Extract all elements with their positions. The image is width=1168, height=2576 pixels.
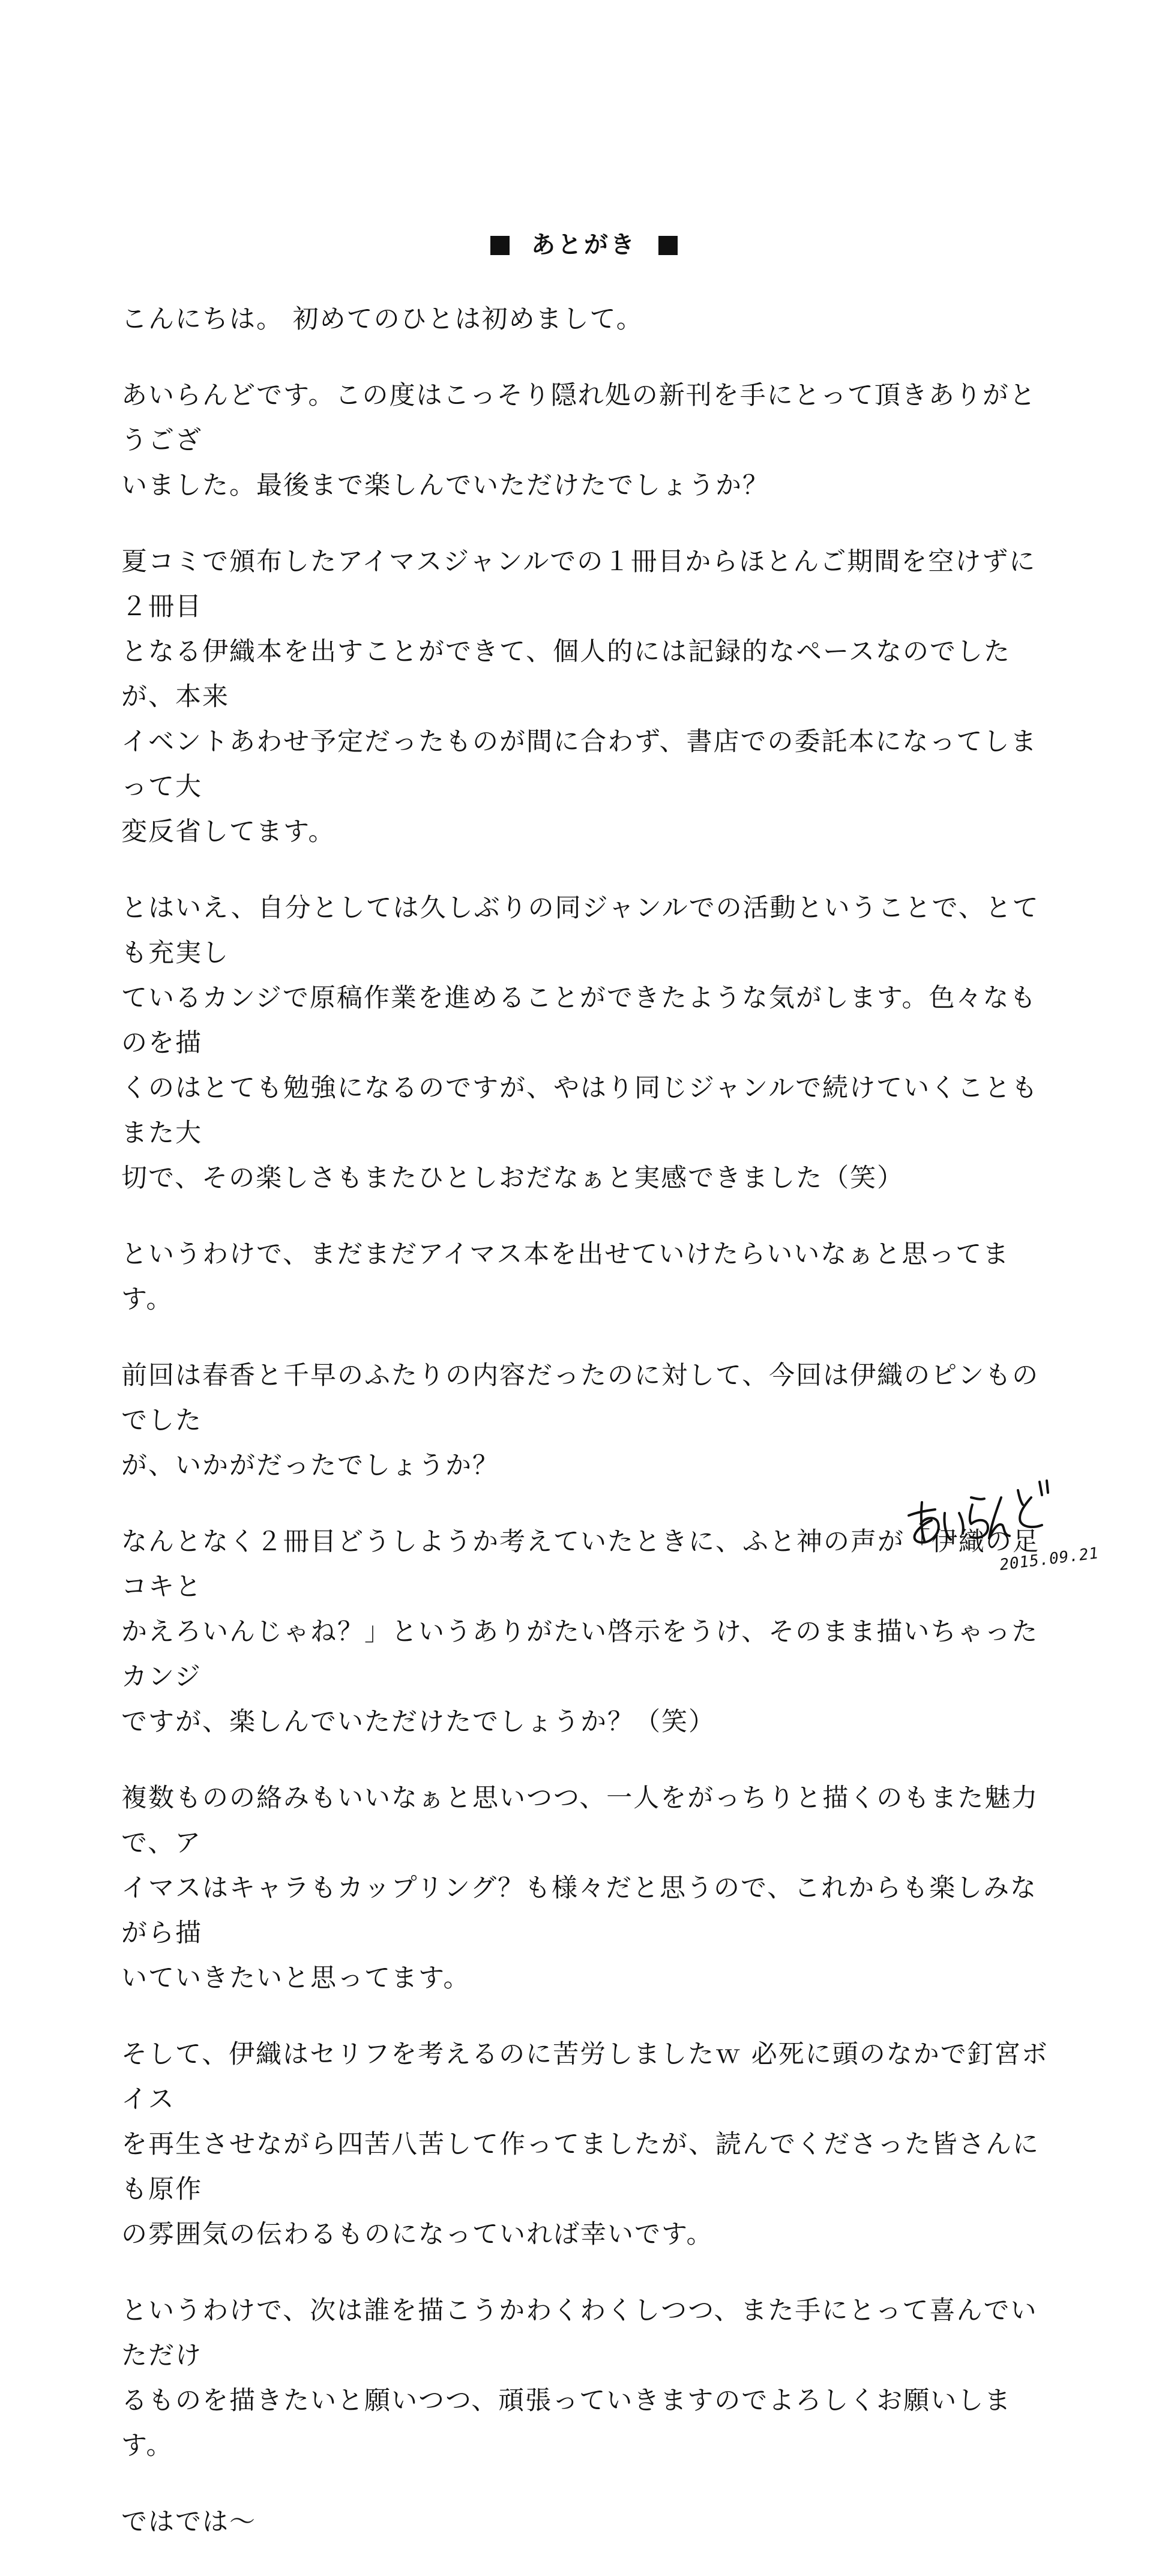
paragraph: こんにちは。 初めてのひとは初めまして。 (121, 304, 643, 334)
paragraph: そして、伊織はセリフを考えるのに苦労しましたｗ 必死に頭のなかで釘宮ボイス を再生させながら四苦八苦して作ってましたが、読んでくださった皆さんにも原作 の雰囲気の伝わるものになっていれば幸いです。 (121, 2039, 1049, 2249)
heading-text: あとがき (531, 231, 637, 259)
paragraph: というわけで、まだまだアイマス本を出せていけたらいいなぁと思ってます。 (121, 1239, 1010, 1314)
black-square-icon (490, 236, 510, 255)
paragraph: ではでは～ (121, 2507, 256, 2537)
paragraph: なんとなく２冊目どうしようか考えていたときに、ふと神の声が「伊織の足コキと かえろいんじゃね？」というありがたい啓示をうけ、そのまま描いちゃったカンジ ですが、楽しんでいただけたでしょうか？（笑） (121, 1527, 1040, 1737)
paragraph: とはいえ、自分としては久しぶりの同ジャンルでの活動ということで、とても充実し ているカンジで原稿作業を進めることができたような気がします。色々なものを描 くのはとても勉強になるのですが、やはり同じジャンルで続けていくこともまた大 切で、その楽しさもまたひとしおだなぁと実感できました（笑） (121, 893, 1040, 1193)
afterword-body (121, 297, 1058, 2576)
signature-date: 2015.09.21 (998, 1544, 1100, 1575)
paragraph: 夏コミで頒布したアイマスジャンルでの１冊目からほとんご期間を空けずに２冊目 となる伊織本を出すことができて、個人的には記録的なペースなのでしたが、本来 イベントあわせ予定だったものが間に合わず、書店での委託本になってしまって大 変反省してます。 (121, 547, 1038, 847)
handwritten-signature (900, 1473, 1056, 1551)
page-title (0, 227, 1168, 263)
black-square-icon (658, 236, 678, 255)
paragraph: 複数ものの絡みもいいなぁと思いつつ、一人をがっちりと描くのもまた魅力で、ア イマスはキャラもカップリング？も様々だと思うので、これからも楽しみながら描 いていきたいと思ってます。 (121, 1783, 1039, 1993)
paragraph: 前回は春香と千早のふたりの内容だったのに対して、今回は伊織のピンものでした が、いかがだったでしょうか？ (121, 1361, 1040, 1481)
paragraph: というわけで、次は誰を描こうかわくわくしつつ、また手にとって喜んでいただけ るものを描きたいと願いつつ、頑張っていきますのでよろしくお願いします。 (121, 2296, 1038, 2461)
paragraph: あいらんどです。この度はこっそり隠れ処の新刊を手にとって頂きありがとうござ いました。最後まで楽しんでいただけたでしょうか？ (121, 381, 1037, 501)
